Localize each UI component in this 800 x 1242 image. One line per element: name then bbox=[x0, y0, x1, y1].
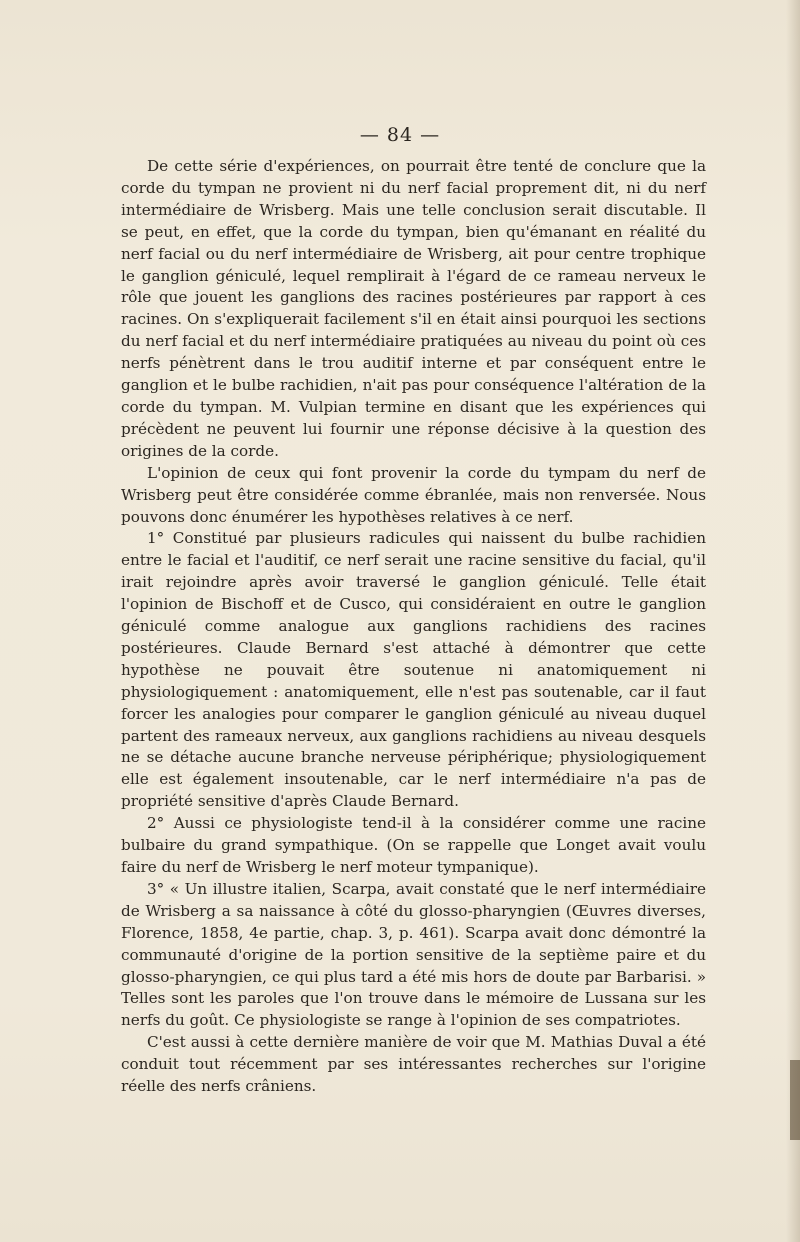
paragraph-2: L'opinion de ceux qui font provenir la corde du tympam du nerf de Wrisberg peut être considérée comme ébranlée, mais non renversée. Nous pouvons donc énumérer les hypothèses relatives à ce nerf. bbox=[121, 463, 706, 526]
body-text bbox=[121, 156, 706, 1098]
paragraph-3: 1° Constitué par plusieurs radicules qui naissent du bulbe rachidien entre le facial et l'auditif, ce nerf serait une racine sensitive du facial, qu'il irait rejoindre après avoir traversé le ganglion géniculé. Telle était l'opinion de Bischoff et de Cusco, qui considéraient en outre le ganglion géniculé comme analogue aux ganglions rachidiens des racines postérieures. Claude Bernard s'est attaché à démontrer que cette hypothèse ne pouvait être soutenue ni anatomiquement ni physiologiquement : anatomiquement, elle n'est pas soutenable, car il faut forcer les analogies pour comparer le ganglion géniculé au niveau duquel partent des rameaux nerveux, aux ganglions rachidiens au niveau desquels ne se détache aucune branche nerveuse périphérique; physiologiquement elle est également insoutenable, car le nerf intermédiaire n'a pas de propriété sensitive d'après Claude Bernard. bbox=[121, 529, 706, 811]
paragraph-6: C'est aussi à cette dernière manière de voir que M. Mathias Duval a été conduit tout récemment par ses intéressantes recherches sur l'origine réelle des nerfs crâniens. bbox=[121, 1033, 706, 1096]
paragraph-4: 2° Aussi ce physiologiste tend-il à la considérer comme une racine bulbaire du grand sympathique. (On se rappelle que Longet avait voulu faire du nerf de Wrisberg le nerf moteur tympanique). bbox=[121, 814, 706, 876]
paragraph-1: De cette série d'expériences, on pourrait être tenté de conclure que la corde du tympan ne provient ni du nerf facial proprement dit, ni du nerf intermédiaire de Wrisberg. Mais une telle conclusion serait discutable. Il se peut, en effet, que la corde du tympan, bien qu'émanant en réalité du nerf facial ou du nerf intermédiaire de Wrisberg, ait pour centre trophique le ganglion géniculé, lequel remplirait à l'égard de ce rameau nerveux le rôle que jouent les ganglions des racines postérieures par rapport à ces racines. On s'expliquerait facilement s'il en était ainsi pourquoi les sections du nerf facial et du nerf intermédiaire pratiquées au niveau du point où ces nerfs pénètrent dans le trou auditif interne et par conséquent entre le ganglion et le bulbe rachidien, n'ait pas pour conséquence l'altération de la corde du tympan. M. Vulpian termine en disant que les expériences qui précèdent ne peuvent lui fournir une réponse décisive à la question des origines de la corde. bbox=[121, 157, 706, 460]
page-number: — 84 — bbox=[359, 124, 441, 146]
page-edge-mark bbox=[790, 1060, 800, 1140]
paragraph-5: 3° « Un illustre italien, Scarpa, avait constaté que le nerf intermédiaire de Wrisberg a sa naissance à côté du glosso-pharyngien (Œuvres diverses, Florence, 1858, 4e partie, chap. 3, p. 461). Scarpa avait donc démontré la communauté d'origine de la portion sensitive de la septième paire et du glosso-pharyngien, ce qui plus tard a été mis hors de doute par Barbarisi. » Telles sont les paroles que l'on trouve dans le mémoire de Lussana sur les nerfs du goût. Ce physiologiste se range à l'opinion de ses compatriotes. bbox=[121, 879, 706, 1030]
page-edge-shadow bbox=[786, 0, 800, 1242]
